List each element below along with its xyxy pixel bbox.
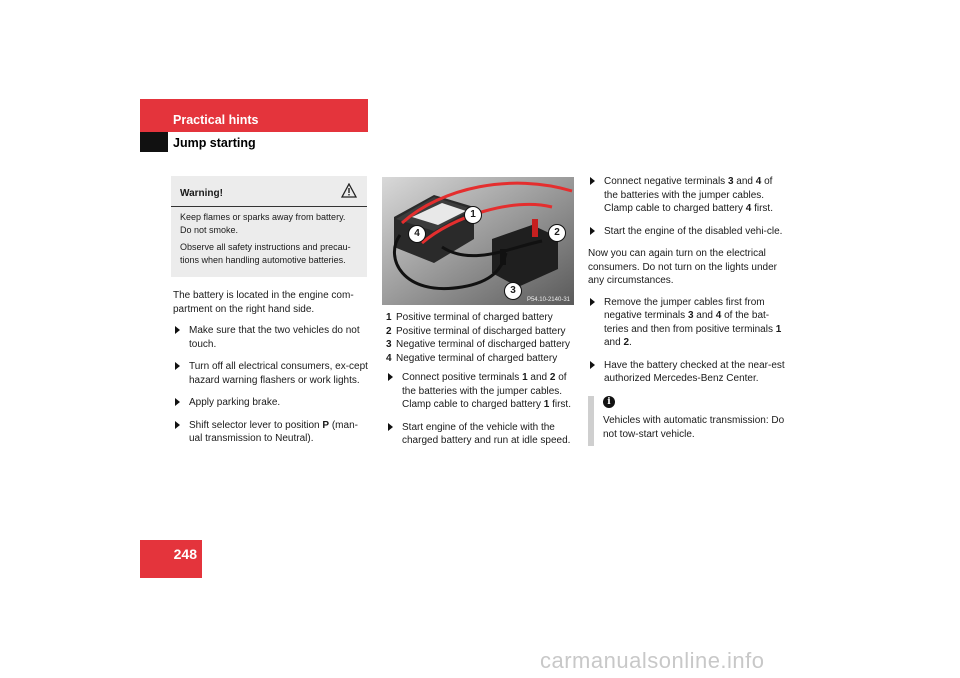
bullet-arrow-icon	[388, 373, 393, 381]
bullet-text: Start engine of the vehicle with the charged battery and run at idle speed.	[402, 421, 571, 446]
bullet-text: and	[527, 372, 550, 383]
bullet-arrow-icon	[175, 326, 180, 334]
note-bar	[588, 396, 594, 446]
bullet-arrow-icon	[590, 361, 595, 369]
legend-text: Positive terminal of charged battery	[396, 312, 553, 323]
paragraph-text: Now you can again turn on the electrical consumers. Do not turn on the lights under any circumstances.	[588, 248, 777, 286]
list-item	[173, 419, 368, 446]
bullet-text: Have the battery checked at the near-est authorized Mercedes-Benz Center.	[604, 359, 785, 384]
terminal-ref: 1	[775, 323, 782, 335]
bullet-text: Remove the jumper cables first from negative terminals	[604, 296, 765, 321]
terminal-ref: 4	[715, 310, 722, 321]
list-item	[386, 421, 578, 448]
bullet-text: and	[733, 176, 756, 187]
page-number: 248	[173, 546, 197, 562]
warning-triangle-icon	[341, 183, 357, 202]
list-item	[173, 360, 368, 387]
warning-line: Keep flames or sparks away from battery. Do not smoke.	[180, 212, 346, 235]
bullet-text: and	[693, 310, 716, 321]
list-item	[588, 225, 786, 239]
bullet-arrow-icon	[175, 362, 180, 370]
legend-number: 1	[386, 312, 392, 323]
warning-line: Observe all safety instructions and precau-tions when handling automotive batteries.	[180, 242, 351, 265]
header-marker	[140, 132, 168, 152]
legend-item	[386, 352, 578, 366]
bullet-text: Shift selector lever to position	[189, 419, 323, 431]
subsection-title: Jump starting	[173, 136, 256, 150]
terminal-ref: 2	[549, 372, 556, 383]
bullet-arrow-icon	[175, 421, 180, 429]
callout-2: 2	[548, 224, 566, 242]
bullet-arrow-icon	[590, 227, 595, 235]
callout-1: 1	[464, 206, 482, 224]
battery-photo	[382, 177, 574, 305]
bullet-text: Connect positive terminals	[402, 372, 523, 383]
bullet-text: of the bat-teries and then from positive terminals	[604, 310, 776, 335]
terminal-ref: 1	[522, 372, 528, 383]
legend-item	[386, 338, 578, 352]
selector-position: P	[322, 419, 330, 431]
terminal-ref: 3	[727, 176, 734, 187]
list-item	[588, 359, 786, 386]
bullet-text: (man-ual transmission to Neutral).	[189, 419, 358, 444]
callout-4: 4	[408, 225, 426, 243]
warning-title: Warning!	[180, 188, 223, 199]
terminal-ref: 2	[623, 337, 630, 348]
list-item	[386, 371, 578, 412]
bullet-text: of the batteries with the jumper cables. Clamp cable to charged battery	[604, 176, 773, 214]
terminal-ref: 3	[687, 310, 694, 321]
list-item	[588, 296, 786, 350]
watermark: carmanualsonline.info	[540, 648, 765, 673]
legend-text: Negative terminal of charged battery	[396, 352, 558, 364]
legend-item	[386, 325, 578, 339]
left-column	[173, 289, 368, 455]
bullet-text: of the batteries with the jumper cables. Clamp cable to charged battery	[402, 372, 567, 410]
terminal-ref: 4	[745, 203, 752, 214]
list-item	[173, 324, 368, 351]
bullet-text: .	[629, 337, 632, 348]
bullet-text: Start the engine of the disabled vehi-cle.	[604, 225, 783, 237]
bullet-text: first.	[549, 399, 571, 410]
bullet-text: Apply parking brake.	[189, 397, 281, 408]
info-icon: i	[603, 396, 615, 408]
figure-code: P54.10-2140-31	[526, 297, 570, 303]
right-column	[588, 175, 786, 395]
legend-number: 3	[386, 339, 392, 350]
note-text: Vehicles with automatic transmission: Do not tow-start vehicle.	[603, 415, 785, 440]
intro-text: The battery is located in the engine com-partment on the right hand side.	[173, 290, 354, 315]
bullet-text: and	[604, 337, 624, 348]
bullet-text: first.	[751, 203, 773, 214]
legend-number: 4	[386, 352, 392, 364]
callout-3: 3	[504, 282, 522, 300]
bullet-text: Turn off all electrical consumers, ex-cept hazard warning flashers or work lights.	[189, 361, 368, 386]
note-box	[588, 396, 786, 446]
bullet-arrow-icon	[388, 423, 393, 431]
warning-header	[171, 176, 367, 207]
legend-number: 2	[386, 325, 392, 337]
bullet-text: Connect negative terminals	[604, 176, 728, 187]
page-number-box	[140, 540, 202, 578]
terminal-ref: 1	[543, 399, 550, 410]
terminal-ref: 4	[755, 176, 762, 187]
bullet-arrow-icon	[175, 398, 180, 406]
bullet-text: Make sure that the two vehicles do not touch.	[189, 325, 360, 350]
bullet-arrow-icon	[590, 177, 595, 185]
bullet-arrow-icon	[590, 298, 595, 306]
legend-text: Negative terminal of discharged battery	[396, 339, 570, 350]
section-title: Practical hints	[173, 113, 259, 127]
warning-box	[171, 176, 367, 277]
legend-item	[386, 311, 578, 325]
legend-text: Positive terminal of discharged battery	[396, 325, 566, 337]
figure-legend	[386, 311, 578, 457]
list-item	[588, 175, 786, 216]
list-item	[173, 396, 368, 410]
